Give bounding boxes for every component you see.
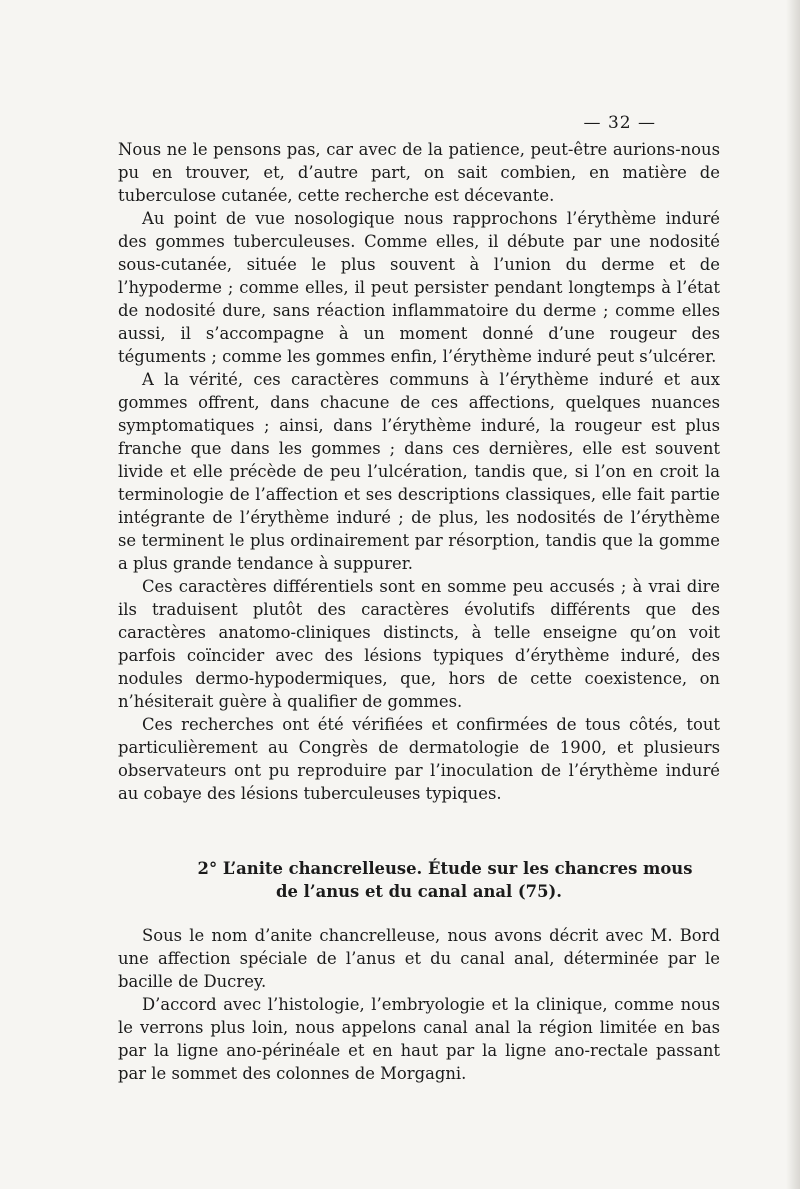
section-heading-line: de l’anus et du canal anal (75). [276,882,562,901]
paragraph: A la vérité, ces caractères communs à l’érythème induré et aux gommes offrent, dans chacune de ces affections, quelques nuances symptomatiques ; ainsi, dans l’érythème induré, la rougeur est plus franche que dans les gommes ; dans ces dernières, elle est souvent livide et elle précède de peu l’ulcération, tandis que, si l’on en croit la terminologie de l’affection et ses descriptions classiques, elle fait partie intégrante de l’érythème induré ; de plus, les nodosités de l’érythème se terminent le plus ordinairement par résorption, tandis que la gomme a plus grande tendance à suppurer. [118,370,720,573]
paragraph: Au point de vue nosologique nous rapprochons l’érythème induré des gommes tuberculeuses. Comme elles, il débute par une nodosité sous-cutanée, située le plus souvent à l’union du derme et de l’hypoderme ; comme elles, il peut persister pendant longtemps à l’état de nodosité dure, sans réaction inflammatoire du derme ; comme elles aussi, il s’accompagne à un moment donné d’une rougeur des téguments ; comme les gommes enfin, l’érythème induré peut s’ulcérer. [118,209,720,366]
page-edge-shadow [786,0,800,1189]
page-content [118,112,720,1085]
paragraph: Ces recherches ont été vérifiées et confirmées de tous côtés, tout particulièrement au Congrès de dermatologie de 1900, et plusieurs observateurs ont pu reproduire par l’inoculation de l’érythème induré au cobaye des lésions tuberculeuses typiques. [118,715,720,803]
page-number: — 32 — [583,113,656,133]
paragraph: Nous ne le pensons pas, car avec de la patience, peut-être aurions-nous pu en trouver, et, d’autre part, on sait combien, en matière de tuberculose cutanée, cette recherche est décevante. [118,140,720,205]
paragraph: D’accord avec l’histologie, l’embryologie et la clinique, comme nous le verrons plus loin, nous appelons canal anal la région limitée en bas par la ligne ano-périnéale et en haut par la ligne ano-rectale passant par le sommet des colonnes de Morgagni. [118,995,720,1083]
section-heading-line: 2° L’anite chancrelleuse. Étude sur les chancres mous [197,859,693,878]
paragraph: Ces caractères différentiels sont en somme peu accusés ; à vrai dire ils traduisent plutôt des caractères évolutifs différents que des caractères anatomo-cliniques distincts, à telle enseigne qu’on voit parfois coïncider avec des lésions typiques d’érythème induré, des nodules dermo-hypodermiques, que, hors de cette coexistence, on n’hésiterait guère à qualifier de gommes. [118,577,720,711]
paragraph: Sous le nom d’anite chancrelleuse, nous avons décrit avec M. Bord une affection spéciale de l’anus et du canal anal, déterminée par le bacille de Ducrey. [118,926,720,991]
section-heading [118,857,720,903]
